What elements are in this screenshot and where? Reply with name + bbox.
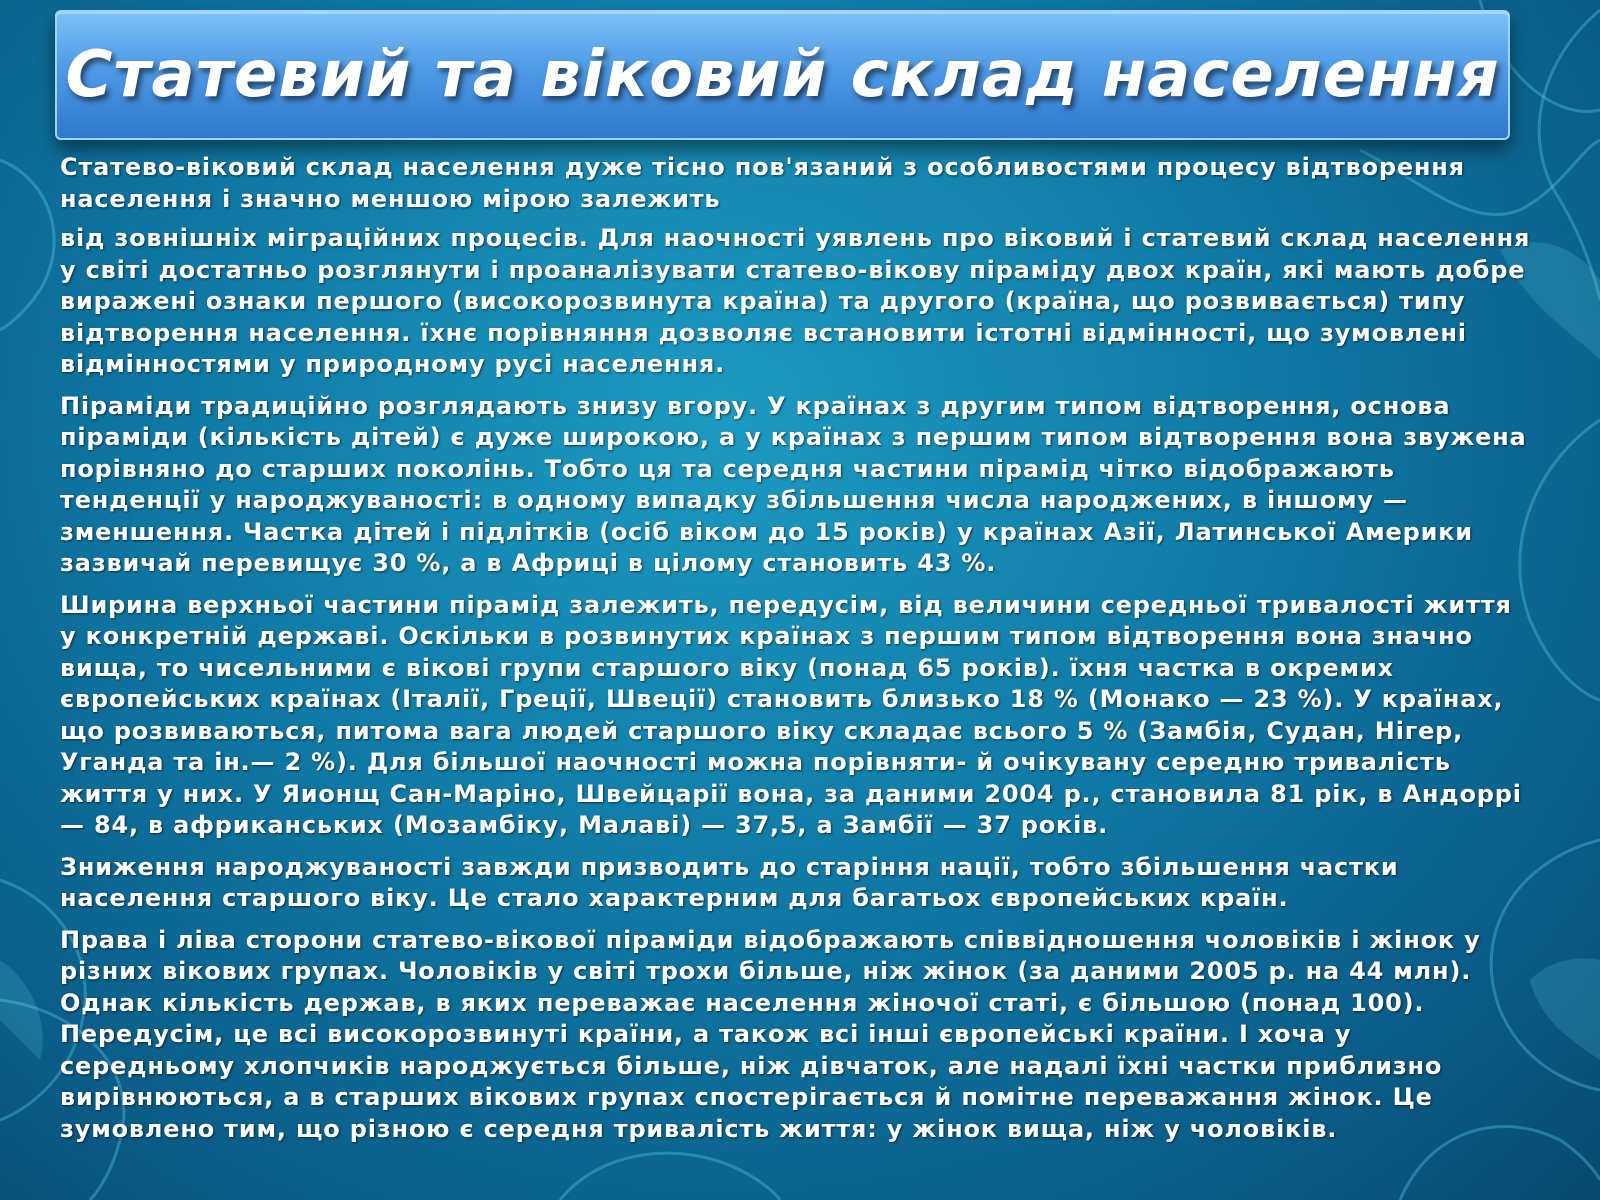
slide-title: Статевий та віковий склад населення bbox=[65, 38, 1500, 112]
title-banner bbox=[55, 10, 1510, 140]
slide-body bbox=[60, 152, 1535, 1155]
paragraph-6: Права і ліва сторони статево-вікової піраміди відображають співвідношення чоловіків і жінок у різних вікових групах. Чоловіків у світі трохи більше, ніж жінок (за даними 2005 р. на 44 млн). Однак кількість держав, в яких переважає населення жіночої статі, є більшою (понад 100). Передусім, це всі високорозвинуті країни, а також всі інші європейські країни. І хоча у середньому хлопчиків народжується більше, ніж дівчаток, але надалі їхні частки приблизно вирівнюються, а в старших вікових групах спостерігається й помітне переважання жінок. Це зумовлено тим, що різною є середня тривалість життя: у жінок вища, ніж у чоловіків. bbox=[60, 925, 1481, 1143]
paragraph-1: Статево-віковий склад населення дуже тісно пов'язаний з особливостями процесу відтворення населення і значно меншою мірою залежить bbox=[60, 153, 1465, 213]
paragraph-3: Піраміди традиційно розглядають знизу вгору. У країнах з другим типом відтворення, основа піраміди (кількість дітей) є дуже широкою, а у країнах з першим типом відтворення вона звужена порівняно до старших поколінь. Тобто ця та середня частини пірамід чітко відображають тенденції у народжуваності: в одному випадку збільшення числа народжених, в іншому — зменшення. Частка дітей і підлітків (осіб віком до 15 років) у країнах Азії, Латинської Америки зазвичай перевищує 30 %, а в Африці в цілому становить 43 %. bbox=[60, 391, 1527, 577]
paragraph-4: Ширина верхньої частини пірамід залежить, передусім, від величини середньої тривалості життя у конкретній державі. Оскільки в розвинутих країнах з першим типом відтворення вона значно вища, то чисельними є вікові групи старшого віку (понад 65 років). їхня частка в окремих європейських країнах (Італії, Греції, Швеції) становить близько 18 % (Монако — 23 %). У країнах, що розвиваються, питома вага людей старшого віку складає всього 5 % (Замбія, Судан, Нігер, Уганда та ін.— 2 %). Для більшої наочності можна порівняти- й очікувану середню тривалість життя у них. У Яионщ Сан-Маріно, Швейцарії вона, за даними 2004 р., становила 81 рік, в Андоррі — 84, в африканських (Мозамбіку, Малаві) — 37,5, а Замбії — 37 років. bbox=[60, 590, 1522, 839]
paragraph-5: Зниження народжуваності завжди призводить до старіння нації, тобто збільшення частки населення старшого віку. Це стало характерним для багатьох європейських країн. bbox=[60, 852, 1399, 912]
paragraph-2: від зовнішніх міграційних процесів. Для наочності уявлень про віковий і статевий склад населення у світі достатньо розглянути і проаналізувати статево-вікову піраміду двох країн, які мають добре виражені ознаки першого (високорозвинута країна) та другого (країна, що розвивається) типу відтворення населення. їхнє порівняння дозволяє встановити істотні відмінності, що зумовлені відмінностями у природному русі населення. bbox=[60, 224, 1531, 378]
